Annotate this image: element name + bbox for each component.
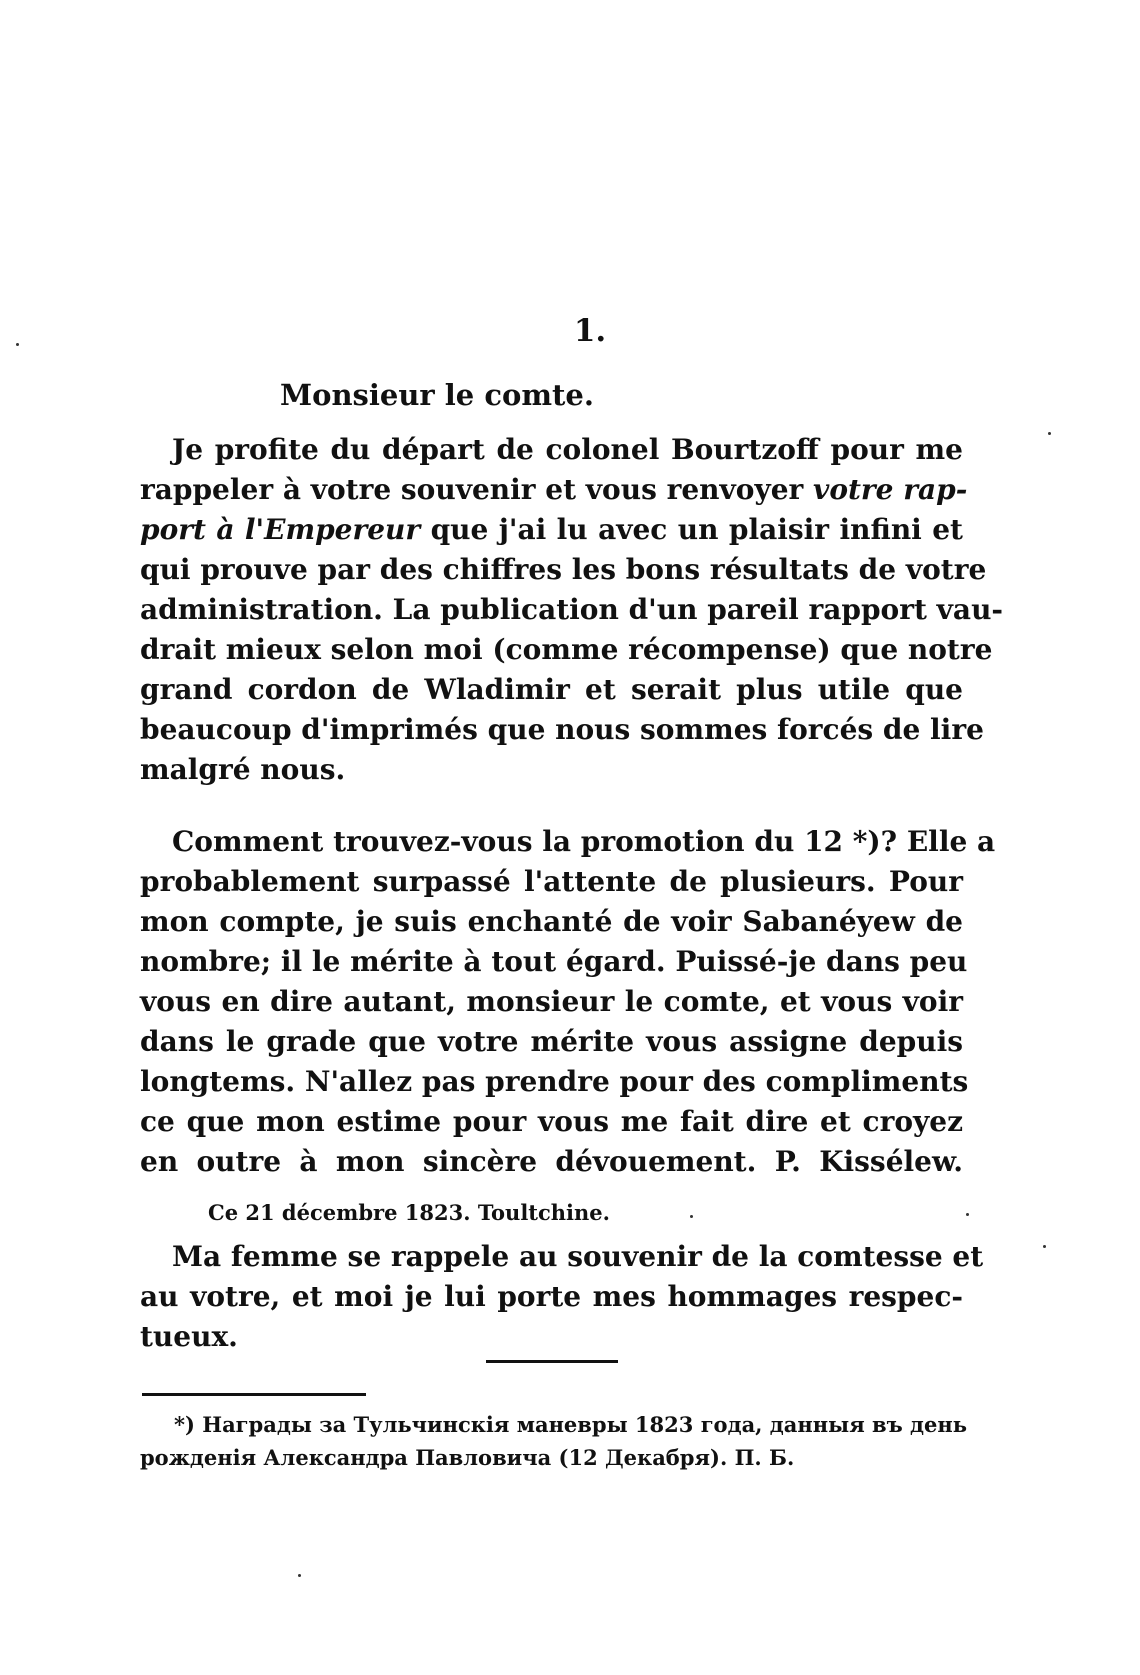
text-line: beaucoup d'imprimés que nous sommes forcés de lire [140,713,984,746]
text-line: probablement surpassé l'attente de plusieurs. Pour [140,865,963,898]
salutation: Monsieur le comte. [280,378,594,412]
text-line: vous en dire autant, monsieur le comte, et vous voir [140,985,963,1018]
scan-speck [690,1215,693,1218]
section-number: 1. [573,313,607,349]
text-line: drait mieux selon moi (comme récompense) que notre [140,633,993,666]
paragraph-2 [140,822,996,1182]
dateline: Ce 21 décembre 1823. Toultchine. [208,1200,610,1225]
text-line: administration. La publication d'un pareil rapport vau- [140,593,1004,626]
italic-title-fragment: votre rap- [813,473,968,506]
paragraph-1 [140,430,1004,790]
italic-title-fragment: port à l'Empereur [140,513,421,546]
text-line: qui prouve par des chiffres les bons résultats de votre [140,553,987,586]
text-line: grand cordon de Wladimir et serait plus utile que [140,673,963,706]
paragraph-3 [140,1237,984,1357]
footnote [140,1408,968,1474]
text-line: Ma femme se rappele au souvenir de la comtesse et [172,1240,984,1273]
footnote-line: рожденія Александра Павловича (12 Декабря). П. Б. [140,1445,795,1470]
text-fragment: que j'ai lu avec un plaisir infini et [430,513,963,546]
text-line: au votre, et moi je lui porte mes hommages respec- [140,1280,963,1313]
section-end-rule [486,1360,618,1363]
scan-speck [16,343,19,346]
footnote-line: *) Награды за Тульчинскія маневры 1823 года, данныя въ день [174,1412,968,1437]
text-line [140,510,963,550]
text-line: Comment trouvez-vous la promotion du 12 *)? Elle a [172,825,996,858]
text-line: dans le grade que votre mérite vous assigne depuis [140,1025,963,1058]
text-line [140,470,968,510]
text-line: nombre; il le mérite à tout égard. Puissé-je dans peu [140,945,968,978]
text-line: longtems. N'allez pas prendre pour des compliments [140,1065,969,1098]
text-fragment: rappeler à votre souvenir et vous renvoyer [140,473,804,506]
footnote-rule [142,1393,366,1396]
scan-speck [1043,1245,1046,1248]
scan-speck [1048,432,1051,435]
text-line: ce que mon estime pour vous me fait dire et croyez [140,1105,963,1138]
scan-speck [298,1574,301,1577]
text-line: mon compte, je suis enchanté de voir Sabanéyew de [140,905,963,938]
text-line: en outre à mon sincère dévouement. P. Kissélew. [140,1145,963,1178]
text-line: tueux. [140,1320,238,1353]
scan-speck [966,1213,969,1216]
text-line: Je profite du départ de colonel Bourtzoff pour me [172,433,963,466]
text-line: malgré nous. [140,753,346,786]
